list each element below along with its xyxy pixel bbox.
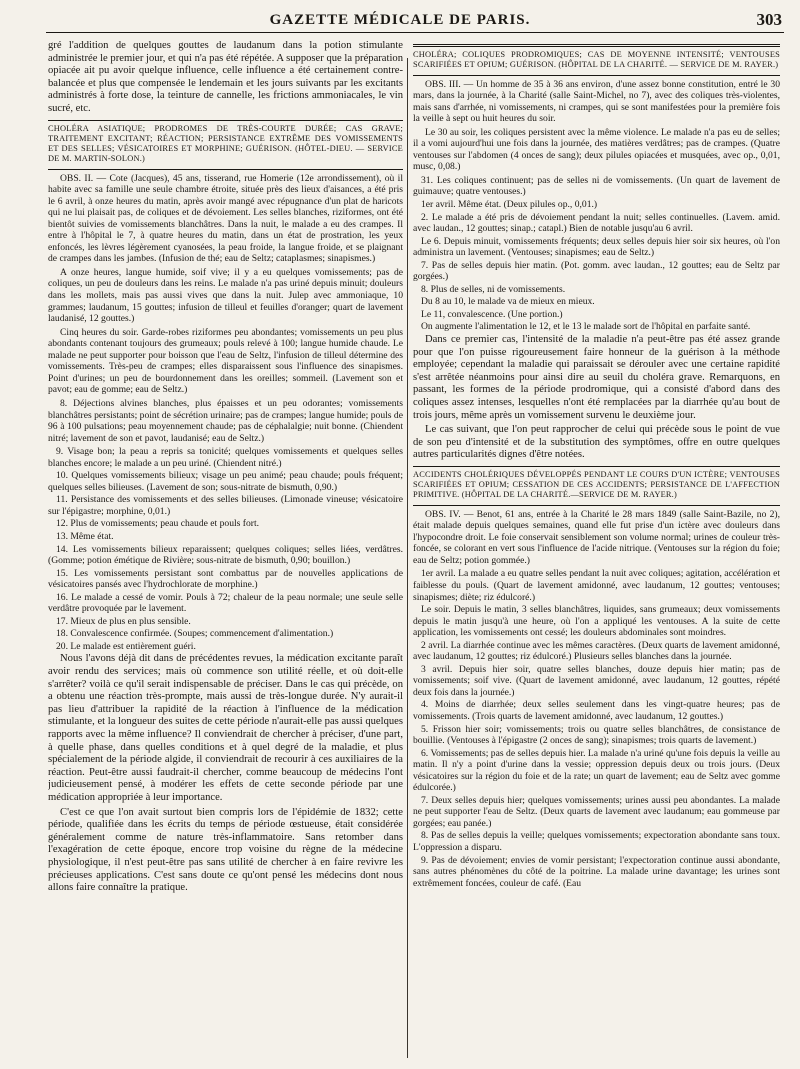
- column-divider: [407, 58, 408, 1058]
- header-rule: [46, 32, 784, 33]
- daily-entry: Le 6. Depuis minuit, vomissements fréquents; deux selles depuis hier soir six heures, où l'on administra un lavement. (Ventouses; sinapismes; eau de Seltz.): [413, 235, 780, 259]
- discussion-paragraph: Dans ce premier cas, l'intensité de la maladie n'a peut-être pas été assez grande pour que l'on puisse rigoureusement faire honneur de la guérison à la méthode employée; cependant la maladie qui paraissait se dérouler avec une certaine rapidité s'est arrêtée néanmoins pour ainsi dire au seuil du choléra grave. Remarquons, en passant, les formes de la période prodromique, qui a consisté d'abord dans des coliques assez intenses, lesquelles n'ont été remplacées par la diarrhée qu'au bout de trois jours, même après un vomissement survenu le deuxième jour.: [413, 333, 780, 421]
- daily-entry: 20. Le malade est entièrement guéri.: [56, 640, 196, 652]
- daily-entry: 9. Visage bon; la peau a repris sa tonicité; quelques vomissements et quelques selles blanches encore; le malade a un peu uriné. (Chiendent nitré.): [48, 446, 403, 469]
- daily-entry: 10. Quelques vomissements bilieux; visage un peu animé; peau chaude; pouls fréquent; quelques selles bilieuses. (Lavement de son; sous-nitrate de bismuth, 0,90.): [48, 470, 403, 493]
- daily-entry: Du 8 au 10, le malade va de mieux en mieux.: [421, 296, 595, 308]
- daily-entry: 6. Vomissements; pas de selles depuis hier. La malade n'a uriné qu'une fois depuis la veille au matin. Il n'y a point d'urine dans la vessie; oppression depuis deux ou trois jours. (Deux vésicatoires sur la région du foie et de la rate; un quart de lavement; eau de Seltz avec gomme édulcorée.): [413, 747, 780, 794]
- daily-entry: 17. Mieux de plus en plus sensible.: [56, 615, 191, 627]
- daily-entry: 8. Plus de selles, ni de vomissements.: [421, 283, 566, 295]
- section-rule: [413, 75, 780, 76]
- daily-entry: 15. Les vomissements persistant sont combattus par de nouvelles applications de vésicatoires pansés avec l'hydrochlorate de morphine.): [48, 567, 403, 591]
- observation-2: OBS. II. — Cote (Jacques), 45 ans, tisserand, rue Homerie (12e arrondissement), où il habite avec sa famille une seule chambre étroite, située près des lieux d'aisances, a été pris le 6 avril, à onze heures du matin, après avoir mangé avec répugnance d'un plat de haricots qui ne lui plaisait pas, de coliques et de dévoiement. Les selles blanches, riziformes, ont été bientôt suivies de vomissements blanchâtres. Dans la nuit, le malade a eu des crampes. Il entre à l'hôpital le 7, à quatre heures du matin, dans un état de prostration, les yeux enfoncés, les lèvres légèrement cyanosées, la peau froide, la langue froide, et se plaignant de crampes dans les jambes. (Infusion de thé; eau de Seltz; cataplasmes; sinapismes.): [48, 172, 403, 265]
- daily-entry: 7. Deux selles depuis hier; quelques vomissements; urines aussi peu abondantes. La malade ne peut supporter l'eau de Seltz. (Deux quarts de lavement avec laudanum; eau gommeuse par gorgées; eau panée.): [413, 794, 780, 829]
- case-heading: ACCIDENTS CHOLÉRIQUES DÉVELOPPÉS PENDANT LE COURS D'UN ICTÈRE; VENTOUSES SCARIFIÉES ET OPIUM; CESSATION DE CES ACCIDENTS; PERSISTANCE DE L'AFFECTION PRIMITIVE. (HÔPITAL DE LA CHARITÉ.—SERVICE DE M. RAYER.): [413, 469, 780, 500]
- page-number: 303: [756, 10, 782, 29]
- right-column: [413, 40, 780, 1062]
- paragraph-onze-heures: A onze heures, langue humide, soif vive; il y a eu quelques vomissements; pas de coliques, un peu de douleurs dans les reins. Le malade n'a pas uriné depuis minuit; douleurs dans les mollets, mais pas aussi vives que dans la nuit. Julep avec ammoniaque, 10 grammes; laudanum, 15 gouttes; infusion de tilleul et feuilles d'oranger; quart de lavement laudanisé, 12 gouttes.): [48, 266, 403, 325]
- discussion-paragraph: Nous l'avons déjà dit dans de précédentes revues, la médication excitante paraît avoir rendu des services; mais où commence son utilité réelle, et où doit-elle s'arrêter? voilà ce qu'il serait indispensable de préciser. Dans le cas qui précède, on a obtenu une réaction très-prompte, mais aussi de très-longue durée. N'y aurait-il pas lieu d'attribuer la rapidité de la réaction à l'influence de la médication stimulante, et la longueur des suites de cette période n'aurait-elle pas aussi quelques rapports avec la même influence? Il conviendrait de chercher à préciser, d'une part, à quelle phase, dans quelles conditions et à quel degré de la maladie, et plus spécialement de la période algide, il conviendrait de recourir à ces auxiliaires de la réaction. Peut-être aussi faudrait-il chercher, comme beaucoup de médecins l'ont judicieusement pensé, à modérer les effets de cette seconde période par une médication appropriée à leur importance.: [48, 653, 403, 803]
- section-rule: [413, 505, 780, 506]
- journal-title: GAZETTE MÉDICALE DE PARIS.: [269, 12, 531, 28]
- discussion-paragraph: C'est ce que l'on avait surtout bien compris lors de l'épidémie de 1832; cette période, qualifiée dans les écrits du temps de période œstueuse, était considérée généralement comme de nature très-inflammatoire. Sans retomber dans l'exagération de cette époque, encore trop voisine du règne de la médecine physiologique, il n'est peut-être pas sans utilité de chercher à en faire revivre les précieuses applications. C'est sans doute ce qu'ont pensé les médecins dont nous allons faire connaître la pratique.: [48, 806, 403, 894]
- daily-entry: 2. Le malade a été pris de dévoiement pendant la nuit; selles continuelles. (Lavem. amid. avec laudan., 12 gouttes; sinap.; catapl.) Bien de notable jusqu'au 6 avril.: [413, 211, 780, 235]
- observation-3: OBS. III. — Un homme de 35 à 36 ans environ, d'une assez bonne constitution, entré le 30 mars, dans la journée, à la Charité (salle Saint-Michel, no 7), avec des coliques très-violentes, mais sans d'arrhée, ni vomissements, ni crampes, qui se sont manifestées pour la première fois la veille à sept ou huit heures du soir.: [413, 78, 780, 125]
- paragraph-day-30: Le 30 au soir, les coliques persistent avec la même violence. Le malade n'a pas eu de selles; il a vomi aujourd'hui une fois dans la journée, des matières verdâtres; pas de crampes. (Quatre ventouses sur l'abdomen (4 onces de sang); deux pilules opiacées et musquées, avec op., 0,01, musc, 0,08.): [413, 126, 780, 173]
- intro-paragraph: gré l'addition de quelques gouttes de laudanum dans la potion stimulante administrée le premier jour, et qui n'a pas été répétée. A supposer que la préparation opiacée ait pu avoir quelque influence, celle influence a été certainement contre-balancée et plus que compensée le lendemain et les jours suivants par les excitants administrés à forte dose, la teinture de cannelle, les frictions ammoniacales, le vin sucré, etc.: [48, 40, 403, 114]
- daily-entry: 5. Frisson hier soir; vomissements; trois ou quatre selles blanchâtres, de consistance de bouillie. (Ventouses à l'épigastre (2 onces de sang); sinapismes; trois quarts de lavement.): [413, 723, 780, 747]
- daily-entry: 18. Convalescence confirmée. (Soupes; commencement d'alimentation.): [56, 628, 334, 640]
- daily-entry: 14. Les vomissements bilieux reparaissent; quelques coliques; selles liées, verdâtres. (Gomme; potion émétique de Rivière; sous-nitrate de bismuth, 0,90; bouillon.): [48, 543, 403, 567]
- paragraph-cinq-heures: Cinq heures du soir. Garde-robes riziformes peu abondantes; vomissements un peu plus abondants contenant toujours des grumeaux; pouls relevé à 100; langue humide chaude. Le malade ne peut supporter pour boisson que l'eau de Seltz, l'infusion de tilleul détermine des vomissements. Très-peu de crampes; elles disparaissent sous l'influence des sinapismes. Point d'urines; un peu de bourdonnement dans les oreilles; sommeil. (Lavement son et pavot; eau de gomme; eau de Seltz.): [48, 326, 403, 396]
- paragraph-day-8: 8. Déjections alvines blanches, plus épaisses et un peu odorantes; vomissements blanchâtres persistants; point de sécrétion urinaire; pas de crampes; langue humide; pouls de 96 à 100 pulsations; peau moyennement chaude; pas de céphalalgie; nuit bonne. (Chiendent nitré; lavement de son et pavot, laudanisé; eau de Seltz.): [48, 397, 403, 444]
- section-rule: [413, 44, 780, 47]
- daily-entry: 12. Plus de vomissements; peau chaude et pouls fort.: [56, 518, 260, 530]
- daily-entry: 9. Pas de dévoiement; envies de vomir persistant; l'expectoration continue aussi abondante, sans autres phénomènes du côté de la poitrine. La malade urine davantage; les urines sont extrêmement foncées, couleur de café. (Eau: [413, 854, 780, 889]
- masthead: [0, 0, 800, 34]
- left-column: [48, 40, 403, 1062]
- section-rule: [413, 466, 780, 467]
- section-rule: [48, 169, 403, 170]
- daily-entry: 16. Le malade a cessé de vomir. Pouls à 72; chaleur de la peau normale; une seule selle verdâtre provoquée par le lavement.: [48, 591, 403, 615]
- daily-entry: 2 avril. La diarrhée continue avec les mêmes caractères. (Deux quarts de lavement amidonné, avec laudanum, 12 gouttes; riz édulcoré.) Plusieurs selles blanches dans la journée.: [413, 639, 780, 663]
- daily-entry: Le 11, convalescence. (Une portion.): [421, 308, 563, 320]
- daily-entry: 8. Pas de selles depuis la veille; quelques vomissements; expectoration abondante sans toux. L'oppression a disparu.: [413, 830, 780, 853]
- daily-entry: 13. Même état.: [56, 530, 114, 542]
- discussion-paragraph: Le cas suivant, que l'on peut rapprocher de celui qui précède sous le point de vue de son peu d'intensité et de la substitution des symptômes, offre en outre quelques autres particularités dignes d'être notées.: [413, 424, 780, 461]
- daily-entry: 4. Moins de diarrhée; deux selles seulement dans les vingt-quatre heures; pas de vomissements. (Trois quarts de lavement amidonné, avec laudanum, 12 gouttes.): [413, 699, 780, 722]
- daily-entry: 3 avril. Depuis hier soir, quatre selles blanches, douze depuis hier matin; pas de vomissements; soif vive. (Quart de lavement amidonné, avec laudanum, 12 gouttes, répété deux fois dans la journée.): [413, 663, 780, 698]
- daily-entry: 1er avril. La malade a eu quatre selles pendant la nuit avec coliques; agitation, accélération et faiblesse du pouls. (Quart de lavement amidonné, avec laudanum, 12 gouttes; ventouses; sinapismes; diète; riz édulcoré.): [413, 568, 780, 603]
- daily-entry: On augmente l'alimentation le 12, et le 13 le malade sort de l'hôpital en parfaite santé.: [421, 321, 751, 333]
- daily-entry: 11. Persistance des vomissements et des selles bilieuses. (Limonade vineuse; vésicatoire sur l'épigastre; morphine, 0,01.): [48, 494, 403, 517]
- case-heading: CHOLÉRA ASIATIQUE; PRODROMES DE TRÈS-COURTE DURÉE; CAS GRAVE; TRAITEMENT EXCITANT; RÉACTION; PERSISTANCE EXTRÊME DES VOMISSEMENTS ET DES SELLES; VÉSICATOIRES ET MORPHINE; GUÉRISON. (HÔTEL-DIEU. — SERVICE DE M. MARTIN-SOLON.): [48, 123, 403, 164]
- daily-entry: 7. Pas de selles depuis hier matin. (Pot. gomm. avec laudan., 12 gouttes; eau de Seltz par gorgées.): [413, 259, 780, 283]
- daily-entry: 31. Les coliques continuent; pas de selles ni de vomissements. (Un quart de lavement de guimauve; quatre ventouses.): [413, 174, 780, 198]
- case-heading: CHOLÉRA; COLIQUES PRODROMIQUES; CAS DE MOYENNE INTENSITÉ; VENTOUSES SCARIFIÉES ET OPIUM; GUÉRISON. (HÔPITAL DE LA CHARITÉ. — SERVICE DE M. RAYER.): [413, 50, 780, 70]
- daily-entry: 1er avril. Même état. (Deux pilules op., 0,01.): [421, 198, 598, 210]
- observation-4: OBS. IV. — Benot, 61 ans, entrée à la Charité le 28 mars 1849 (salle Saint-Bazile, no 2), était malade depuis quelques semaines, quand elle fut prise d'un ictère avec douleurs dans l'hypocondre droit. Le foie conservait sensiblement son volume normal; urines de couleur très-foncée, se colorant en vert sous l'influence de l'acide nitrique. (Ventouses sur la région du foie; eau de Seltz; potion gommée.): [413, 508, 780, 566]
- daily-entry: Le soir. Depuis le matin, 3 selles blanchâtres, liquides, sans grumeaux; deux vomissements depuis le matin jusqu'à une heure, où l'on a appliqué les ventouses. A la suite de cette application, les vomissements ont cessé; les douleurs abdominales sont moindres.: [413, 604, 780, 639]
- section-rule: [48, 120, 403, 121]
